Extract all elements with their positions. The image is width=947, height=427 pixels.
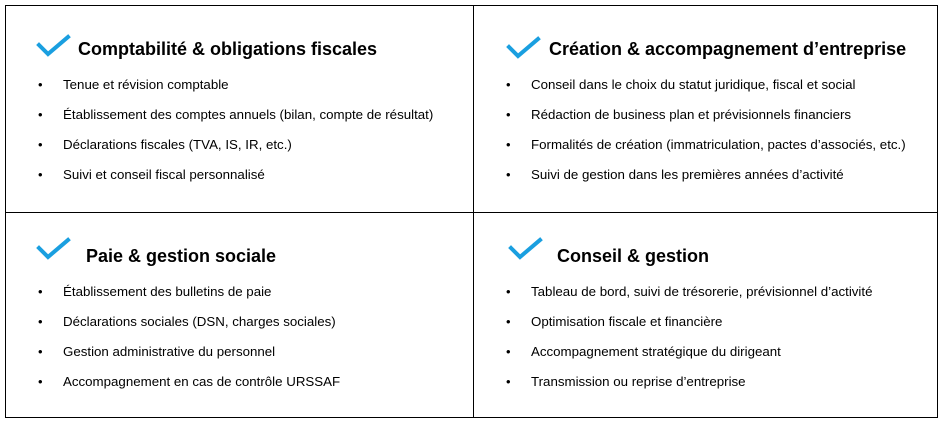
service-cell-comptabilite [6,6,473,212]
service-cell-paie [6,213,473,418]
cell-title: Paie & gestion sociale [86,246,277,266]
list-item-text: Tableau de bord, suivi de trésorerie, prévisionnel d’activité [531,284,873,299]
list-item-text: Déclarations fiscales (TVA, IS, IR, etc.) [63,137,292,152]
services-table [5,5,938,418]
cell-title: Création & accompagnement d’entreprise [549,39,907,59]
bullet: • [506,167,511,182]
list-item-text: Conseil dans le choix du statut juridique, fiscal et social [531,77,856,92]
list-item-text: Transmission ou reprise d’entreprise [531,374,746,389]
checkmark-icon [36,34,72,58]
bullet: • [38,167,43,182]
bullet: • [506,137,511,152]
bullet: • [506,314,511,329]
list-item-text: Suivi de gestion dans les premières années d’activité [531,167,844,182]
cell-title: Comptabilité & obligations fiscales [78,39,378,59]
list-item-text: Établissement des bulletins de paie [63,284,272,299]
bullet: • [506,374,511,389]
list-item-text: Accompagnement stratégique du dirigeant [531,344,781,359]
bullet: • [38,77,43,92]
list-item-text: Formalités de création (immatriculation, pactes d’associés, etc.) [531,137,906,152]
service-cell-conseil [474,213,939,418]
bullet: • [506,284,511,299]
bullet: • [38,314,43,329]
bullet: • [38,137,43,152]
bullet: • [506,77,511,92]
checkmark-icon [508,237,544,261]
list-item-text: Gestion administrative du personnel [63,344,276,359]
list-item-text: Déclarations sociales (DSN, charges sociales) [63,314,336,329]
bullet: • [38,107,43,122]
cell-title: Conseil & gestion [557,246,710,266]
list-item-text: Rédaction de business plan et prévisionnels financiers [531,107,852,122]
bullet: • [506,344,511,359]
list-item-text: Tenue et révision comptable [63,77,229,92]
bullet: • [38,284,43,299]
checkmark-icon [36,237,72,261]
service-cell-creation [474,6,939,212]
list-item-text: Accompagnement en cas de contrôle URSSAF [63,374,341,389]
bullet: • [38,344,43,359]
bullet: • [38,374,43,389]
bullet: • [506,107,511,122]
list-item-text: Suivi et conseil fiscal personnalisé [63,167,265,182]
list-item-text: Établissement des comptes annuels (bilan, compte de résultat) [63,107,434,122]
checkmark-icon [506,36,542,60]
list-item-text: Optimisation fiscale et financière [531,314,723,329]
